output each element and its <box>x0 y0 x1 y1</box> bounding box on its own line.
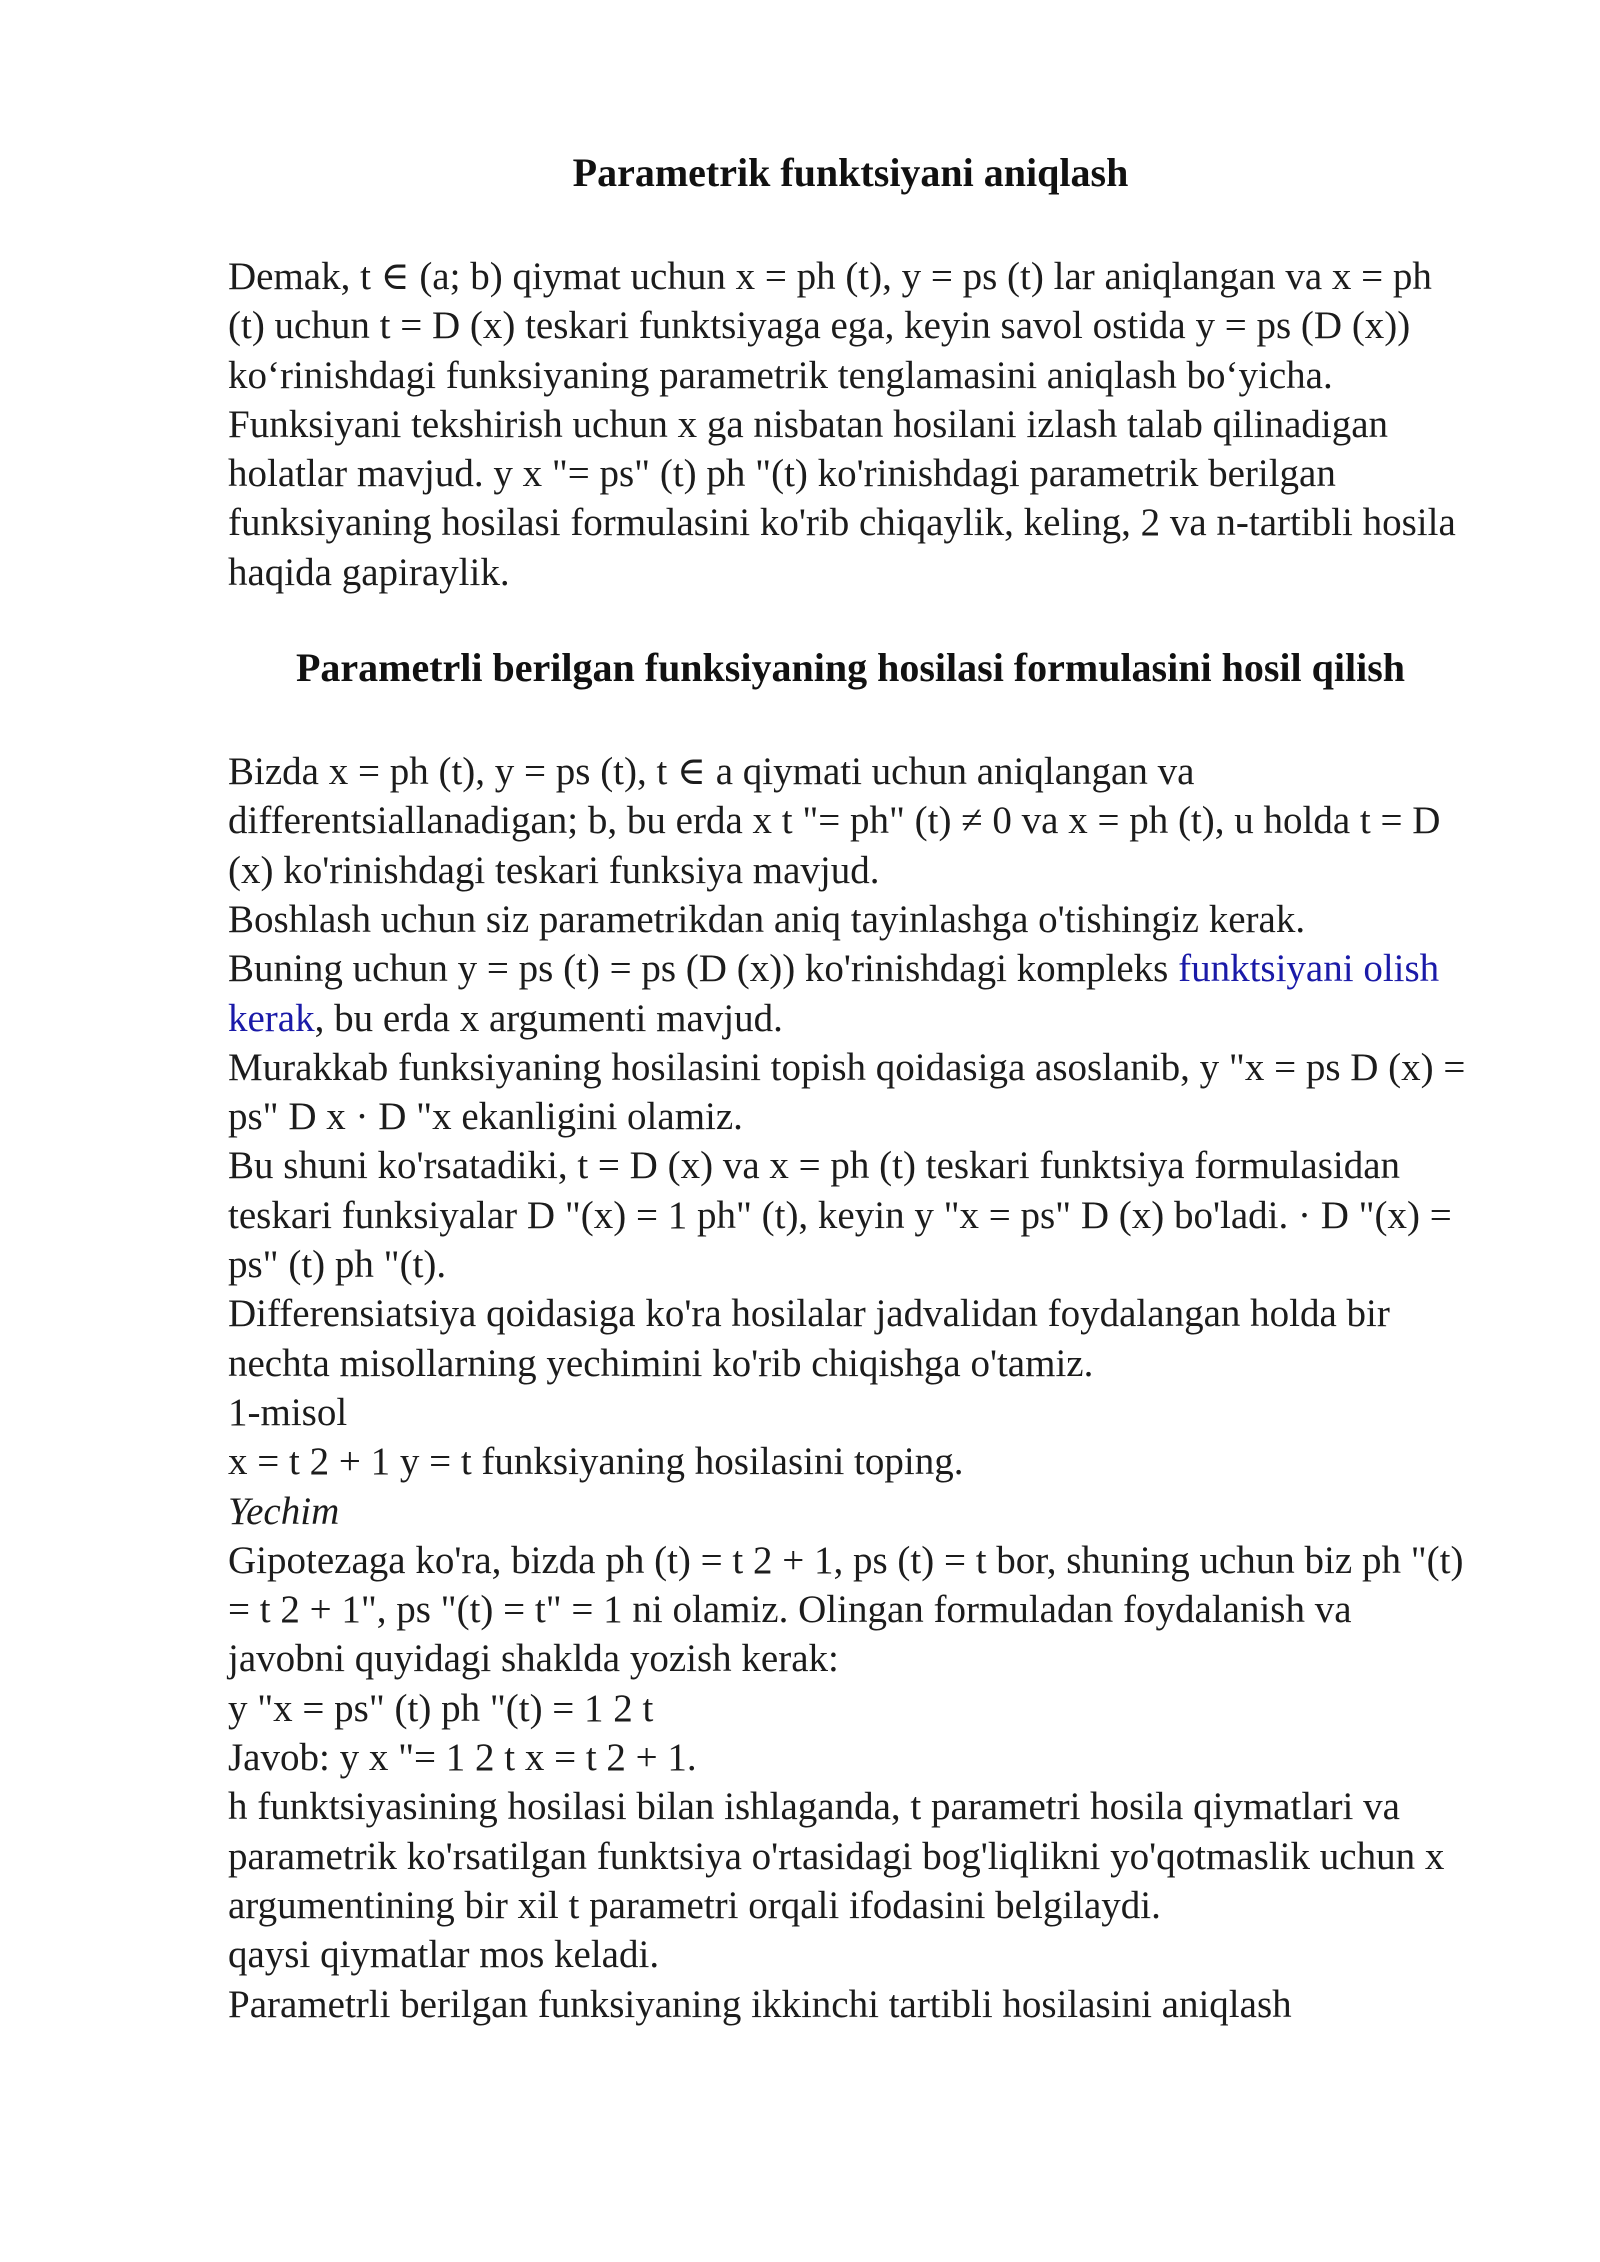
paragraph: Demak, t ∈ (a; b) qiymat uchun x = ph (t), y = ps (t) lar aniqlangan va x = ph (t) uchun t = D (x) teskari funktsiyaga ega, keyin savol ostida y = ps (D (x)) koʻrinishdagi funksiyaning parametrik tenglamasini aniqlash boʻyicha. <box>228 255 1432 397</box>
paragraph: qaysi qiymatlar mos keladi. <box>228 1933 660 1977</box>
paragraph: Boshlash uchun siz parametrikdan aniq tayinlashga o'tishingiz kerak. <box>228 897 1306 941</box>
heading-parametrik-funktsiya: Parametrik funktsiyani aniqlash <box>572 150 1129 195</box>
answer-line: Javob: y x "= 1 2 t x = t 2 + 1. <box>228 1736 697 1780</box>
section-2-text <box>228 747 1473 2029</box>
formula-line: y "x = ps" (t) ph "(t) = 1 2 t <box>228 1686 654 1730</box>
funktsiyani-olish-link[interactable]: funktsiyani olish kerak <box>228 947 1440 1040</box>
document-content <box>228 148 1473 2029</box>
paragraph: Bizda x = ph (t), y = ps (t), t ∈ a qiymati uchun aniqlangan va differentsiallanadigan; b, bu erda x t "= ph" (t) ≠ 0 va x = ph (t), u holda t = D (x) ko'rinishdagi teskari funksiya mavjud. <box>228 750 1441 892</box>
paragraph-with-link <box>228 944 1473 1043</box>
paragraph: Funksiyani tekshirish uchun x ga nisbatan hosilani izlash talab qilinadigan holatlar mavjud. y x "= ps" (t) ph "(t) ko'rinishdagi parametrik berilgan funksiyaning hosilasi formulasini ko'rib chiqaylik, keling, 2 va n-tartibli hosila haqida gapiraylik. <box>228 402 1456 594</box>
paragraph: Murakkab funksiyaning hosilasini topish qoidasiga asoslanib, y "x = ps D (x) = ps" D x · D "x ekanligini olamiz. <box>228 1045 1466 1139</box>
example-statement: x = t 2 + 1 y = t funksiyaning hosilasini toping. <box>228 1440 964 1484</box>
section-1-text <box>228 252 1473 597</box>
paragraph-text: , bu erda x argumenti mavjud. <box>314 996 783 1040</box>
paragraph: h funktsiyasining hosilasi bilan ishlaganda, t parametri hosila qiymatlari va parametrik ko'rsatilgan funktsiya o'rtasidagi bog'liqlikni yo'qotmaslik uchun x argumentining bir xil t parametri orqali ifodasini belgilaydi. <box>228 1785 1445 1927</box>
example-label: 1-misol <box>228 1390 348 1434</box>
paragraph: Gipotezaga ko'ra, bizda ph (t) = t 2 + 1, ps (t) = t bor, shuning uchun biz ph "(t) = t 2 + 1", ps "(t) = t" = 1 ni olamiz. Olingan formuladan foydalanish va javobni quyidagi shaklda yozish kerak: <box>228 1538 1464 1681</box>
paragraph: Parametrli berilgan funksiyaning ikkinchi tartibli hosilasini aniqlash <box>228 1982 1292 2026</box>
heading-hosila-formulasi: Parametrli berilgan funksiyaning hosilasi formulasini hosil qilish <box>295 645 1406 691</box>
solution-label: Yechim <box>228 1489 340 1533</box>
paragraph-text: Buning uchun y = ps (t) = ps (D (x)) ko'rinishdagi kompleks <box>228 947 1179 991</box>
paragraph: Bu shuni ko'rsatadiki, t = D (x) va x = ph (t) teskari funktsiya formulasidan teskari funksiyalar D "(x) = 1 ph" (t), keyin y "x = ps" D (x) bo'ladi. · D "(x) = ps" (t) ph "(t). <box>228 1144 1452 1287</box>
paragraph: Differensiatsiya qoidasiga ko'ra hosilalar jadvalidan foydalangan holda bir nechta misollarning yechimini ko'rib chiqishga o'tamiz. <box>228 1292 1390 1385</box>
